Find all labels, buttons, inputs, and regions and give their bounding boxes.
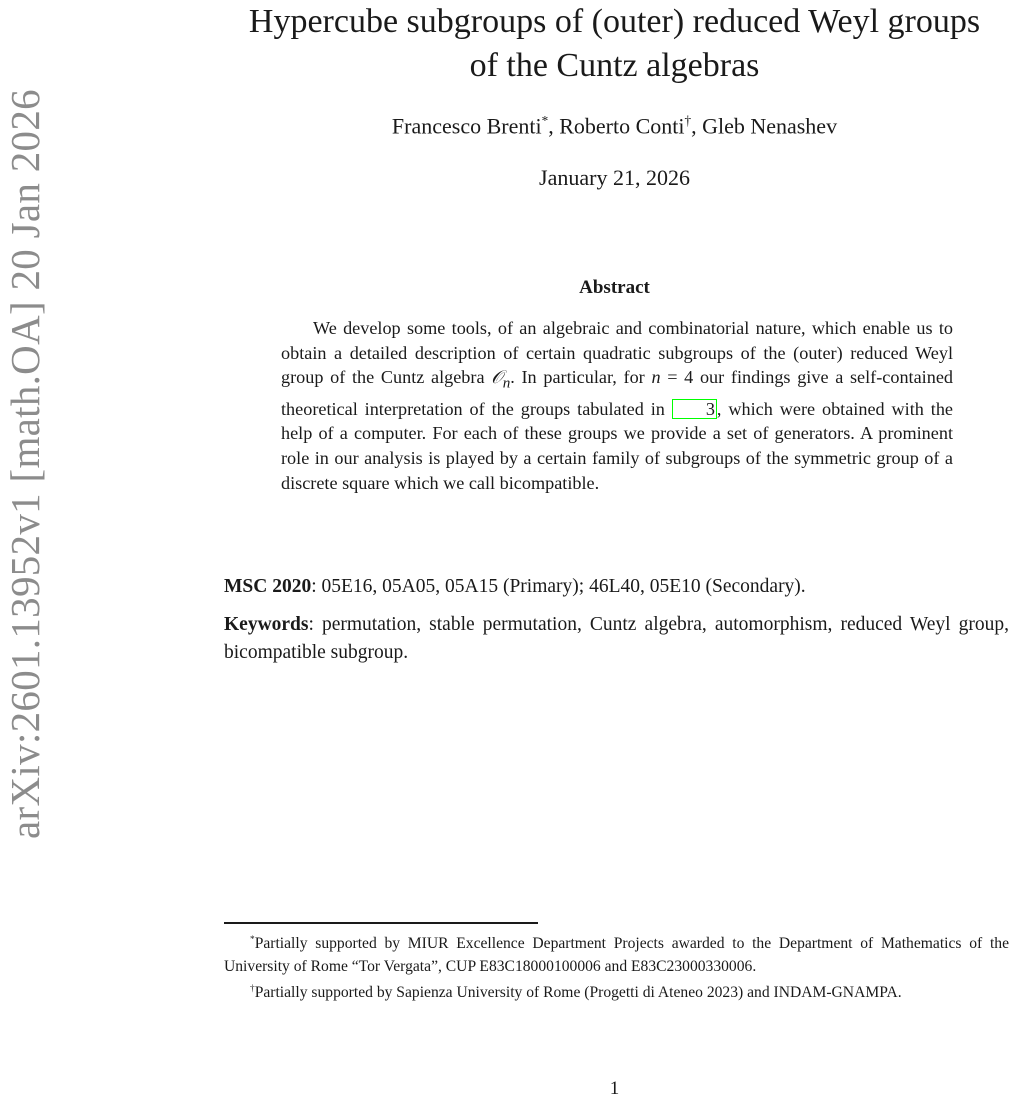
footnote-text: Partially supported by MIUR Excellence Department Projects awarded to the Department of Mathematics of the University of Rome “Tor Vergata”, CUP E83C18000100006 and E83C23000330006.	[224, 935, 1009, 975]
math-symbol: 𝒪	[491, 367, 503, 388]
footnote-mark: †	[684, 113, 692, 128]
footnote	[224, 929, 1009, 978]
footnote-mark: †	[250, 984, 255, 995]
keywords-value: : permutation, stable permutation, Cuntz algebra, automorphism, reduced Weyl group, bicompatible subgroup.	[224, 614, 1009, 663]
citation-link[interactable]: 3	[672, 399, 717, 419]
author-name: Gleb Nenashev	[702, 113, 838, 139]
msc-value: : 05E16, 05A05, 05A15 (Primary); 46L40, 05E10 (Secondary).	[311, 576, 806, 597]
math-cuntz-algebra	[491, 367, 511, 393]
author-name: Roberto Conti	[559, 113, 685, 139]
abstract-text: We develop some tools, of an algebraic and combinatorial nature, which enable us to obtain a detailed description of certain quadratic subgroups of the (outer) reduced Weyl group of the Cuntz algebra	[281, 318, 953, 388]
keywords	[224, 611, 1009, 667]
arxiv-identifier-stamp	[0, 0, 50, 1099]
keywords-label: Keywords	[224, 614, 309, 635]
author-separator: ,	[548, 113, 560, 139]
math-variable-n: n	[651, 367, 661, 388]
footnote	[224, 978, 1009, 1005]
footnote-mark: *	[250, 935, 255, 945]
abstract-heading: Abstract	[579, 277, 650, 298]
footnote-rule	[224, 922, 538, 924]
abstract-text: = 4 our findings give a self-contained theoretical interpretation of the groups tabulated in	[281, 367, 953, 419]
abstract-text: . In particular, for	[510, 367, 652, 388]
author-name: Francesco Brenti	[391, 113, 542, 139]
page-number: 1	[609, 1078, 620, 1099]
footnotes	[224, 929, 1009, 1005]
title-line-2: of the Cuntz algebras	[469, 47, 760, 84]
author-separator: ,	[691, 113, 703, 139]
msc-label: MSC 2020	[224, 576, 312, 597]
paper-title	[222, 0, 1007, 88]
title-line-1: Hypercube subgroups of (outer) reduced Weyl groups	[248, 3, 981, 40]
abstract-text: , which were obtained with the help of a computer. For each of these groups we provide a set of generators. A prominent role in our analysis is played by a certain family of subgroups of the symmetric group of a discrete square which we call bicompatible.	[281, 398, 953, 493]
footnote-mark: *	[541, 113, 549, 128]
author-list	[222, 113, 1007, 139]
publication-date: January 21, 2026	[539, 165, 690, 190]
arxiv-identifier-text: arXiv:2601.13952v1 [math.OA] 20 Jan 2026	[2, 89, 48, 839]
math-subscript: n	[502, 375, 511, 393]
footnote-text: Partially supported by Sapienza University of Rome (Progetti di Ateneo 2023) and INDAM-GNAMPA.	[254, 984, 902, 1002]
abstract-body	[281, 316, 953, 496]
msc-classification	[224, 576, 1009, 598]
